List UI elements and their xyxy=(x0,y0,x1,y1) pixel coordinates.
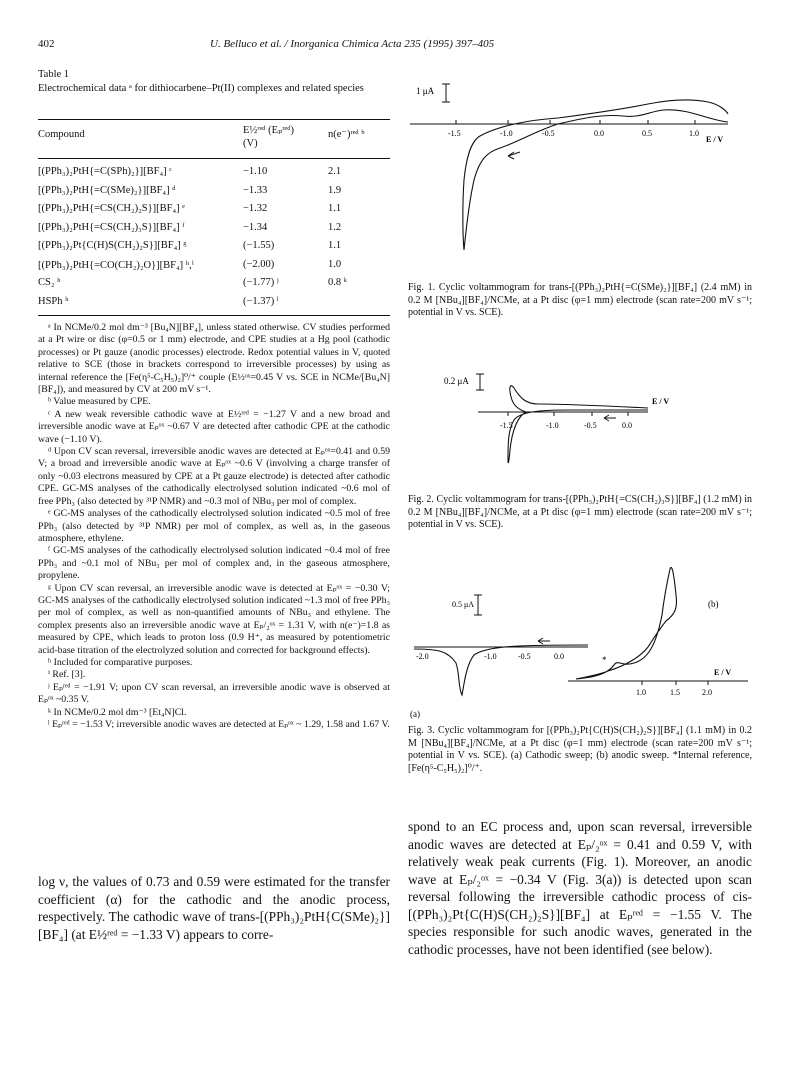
table-row xyxy=(38,296,390,314)
fig3-tick-label: -1.0 xyxy=(484,652,497,661)
fig3-tick-label: 0.0 xyxy=(554,652,564,661)
footnote: ˡ Eₚʳᵉᵈ = −1.53 V; irreversible anodic waves are detected at Eₚᵒˣ ~ 1.29, 1.58 and 1.67 V. xyxy=(48,719,390,730)
fig1-scan-arrow xyxy=(508,152,520,159)
compound-cell: [(PPh₃)₂PtH{=CS(CH₂)₃S}][BF₄] ᶠ xyxy=(38,221,185,233)
potential-cell: −1.10 xyxy=(243,166,268,177)
footnote: ᵈ Upon CV scan reversal, irreversible anodic waves are detected at Eₚᵒˣ=0.41 and 0.59 V; a broad and irreversible anodic wave at Eₚᵒˣ ~0.6 V (involving a charge transfer of only ~0.03 electrons measured by CPE at a Pt gauze electrode) is detected after cathodic CPE. GC-MS analyses of the cathodically electrolysed solution indicated ~0.6 mol of free PPh₃ (also detected by ³¹P NMR) and ~0.3 mol of NBu₃ per mol of complex. xyxy=(38,446,390,507)
table-bottom-rule xyxy=(38,315,390,316)
fig3-tick-label: 1.5 xyxy=(670,688,680,697)
potential-cell: −1.32 xyxy=(243,203,268,214)
fig1-tick-label: -1.0 xyxy=(500,129,513,138)
page-number: 402 xyxy=(38,38,55,50)
fig3-label-a: (a) xyxy=(410,709,420,719)
electron-count-cell: 1.1 xyxy=(328,240,342,251)
fig3-reference-marker: * xyxy=(602,655,607,665)
footnote: ᵉ GC-MS analyses of the cathodically electrolysed solution indicated ~0.5 mol of free PPh₃ (also detected by ³¹P NMR) per mol of complex, as well as, in the gaseous atmosphere, ethylene. xyxy=(38,508,390,544)
table-caption: Electrochemical data ᵃ for dithiocarbene–Pt(II) complexes and related species xyxy=(38,82,364,94)
figure-3-voltammogram xyxy=(408,555,752,725)
table-top-rule xyxy=(38,119,390,120)
table-caption-block xyxy=(38,68,390,95)
table-row xyxy=(38,277,390,295)
figure-1-voltammogram xyxy=(408,80,752,280)
fig1-tick-label: 0.5 xyxy=(642,129,652,138)
fig3-tick-label: -0.5 xyxy=(518,652,531,661)
potential-cell: (−2.00) xyxy=(243,258,275,270)
table-row xyxy=(38,185,390,203)
body-text-right xyxy=(408,818,752,958)
col-header-n: n(e⁻)ʳᵉᵈ ᵇ xyxy=(328,129,365,140)
table-row xyxy=(38,203,390,221)
electron-count-cell: 0.8 ᵏ xyxy=(328,277,348,288)
fig1-tick-label: -1.5 xyxy=(448,129,461,138)
fig2-axis-label: E / V xyxy=(652,397,670,406)
compound-cell: [(PPh₃)₂PtH{=C(SPh)₂}][BF₄] ᶜ xyxy=(38,166,172,177)
potential-cell: (−1.37) ˡ xyxy=(243,295,279,307)
compound-cell: HSPh ʰ xyxy=(38,295,69,307)
fig3b-curve xyxy=(576,567,677,679)
table-header-rule xyxy=(38,158,390,159)
potential-cell: (−1.77) ʲ xyxy=(243,277,279,288)
compound-cell: [(PPh₃)₂PtH{=CS(CH₂)₂S}][BF₄] ᵉ xyxy=(38,203,185,214)
fig1-scale-label: 1 μA xyxy=(416,86,435,96)
footnote: ᵏ In NCMe/0.2 mol dm⁻³ [Et₄N]Cl. xyxy=(48,706,187,718)
table-row xyxy=(38,166,390,184)
fig3-scale-label: 0.5 μA xyxy=(452,600,475,609)
running-title: U. Belluco et al. / Inorganica Chimica Acta 235 (1995) 397–405 xyxy=(210,38,495,50)
body-text-left xyxy=(38,873,390,943)
fig3-tick-label: -2.0 xyxy=(416,652,429,661)
figure-1-caption: Fig. 1. Cyclic voltammogram for trans-[(PPh₃)₂PtH{=C(SMe)₂}][BF₄] (2.4 mM) in 0.2 M [NBu₄][BF₄]/NCMe, at a Pt disc (φ=1 mm) electrode (scan rate=200 mV s⁻¹; potential in V vs. SCE). xyxy=(408,282,752,318)
fig2-tick-label: 0.0 xyxy=(622,421,632,430)
footnote: ᵃ In NCMe/0.2 mol dm⁻³ [Bu₄N][BF₄], unless stated otherwise. CV studies performed at a Pt wire or disc (φ=0.5 or 1 mm) electrode, and CPE studies at a Hg pool (cathodic processes) or Pt gauze (anodic processes) electrode. Redox potential values in V, quoted relative to SCE (those in brackets correspond to irreversible processes) by using as internal reference the [Fe(η⁵-C₅H₅)₂]⁰/⁺ couple (E½ᵒˣ=0.45 V vs. SCE in NCMe/[Bu₄N][BF₄]), and measured by CV at 200 mV s⁻¹. xyxy=(38,322,390,396)
electron-count-cell: 1.1 xyxy=(328,203,342,214)
table-row xyxy=(38,240,390,258)
fig3-tick-label: 1.0 xyxy=(636,688,646,697)
fig3-label-b: (b) xyxy=(708,599,719,609)
electron-count-cell: 1.9 xyxy=(328,184,342,196)
potential-cell: −1.34 xyxy=(243,221,268,233)
footnote: ᶠ GC-MS analyses of the cathodically electrolysed solution indicated ~0.4 mol of free PPh₃ and ~0.1 mol of NBu₃ per mol of complex and, in the gaseous atmosphere, propylene. xyxy=(38,545,390,582)
electron-count-cell: 1.2 xyxy=(328,221,342,233)
fig3-axis-label: E / V xyxy=(714,668,732,677)
fig2-scan-arrow xyxy=(604,415,616,421)
col-header-e-symbol: E½ʳᵉᵈ (Eₚʳᵉᵈ) xyxy=(243,125,294,136)
footnote: ᶜ A new weak reversible cathodic wave at E½ʳᵉᵈ = −1.27 V and a new broad and irreversible anodic wave at Eₚᵒˣ ~0.67 V are detected after cathodic CPE at the cathodic wave (−1.10 V). xyxy=(38,408,390,445)
fig1-tick-label: 1.0 xyxy=(689,129,699,138)
paragraph: spond to an EC process and, upon scan reversal, irreversible anodic waves are detected at Eₚ/₂ᵒˣ = 0.41 and 0.59 V, with relatively weak peak currents (Fig. 1). Moreover, an anodic wave at Eₚ/₂ᵒˣ = −0.34 V (Fig. 3(a)) is detected upon scan reversal following the irreversible cathodic process of cis-[(PPh₃)₂Pt{C(H)S(CH₂)₂S}][BF₄] at Eₚʳᵉᵈ = −1.55 V. The species responsible for such anodic waves, generated in the cathodic processes, have not been identified (see below). xyxy=(408,819,752,957)
fig1-axis-label: E / V xyxy=(706,135,724,144)
table-label: Table 1 xyxy=(38,69,70,80)
footnote: ʲ Eₚʳᵉᵈ = −1.91 V; upon CV scan reversal, an irreversible anodic wave is observed at Eₚᵒˣ ~0.35 V. xyxy=(38,681,390,706)
footnote: ⁱ Ref. [3]. xyxy=(48,669,86,681)
table-footnotes xyxy=(38,322,390,731)
fig1-tick-label: -0.5 xyxy=(542,129,555,138)
col-header-e-unit: (V) xyxy=(243,138,258,149)
electron-count-cell: 2.1 xyxy=(328,166,342,177)
fig2-scale-label: 0.2 μA xyxy=(444,376,469,386)
footnote: ᵇ Value measured by CPE. xyxy=(48,396,151,408)
fig1-curve xyxy=(463,100,728,250)
fig2-tick-label: -1.5 xyxy=(500,421,513,430)
col-header-e xyxy=(243,124,294,150)
fig1-tick-label: 0.0 xyxy=(594,129,604,138)
fig3-tick-label: 2.0 xyxy=(702,688,712,697)
footnote: ᵍ Upon CV scan reversal, an irreversible anodic wave is detected at Eₚᵒˣ = −0.30 V; GC-MS analyses of the cathodically electrolysed solution indicated ~1.3 mol of free PPh₃ per mol of complex, as well as non-quantified amounts of NBu₃ and ethylene. The complex presents also an irreversible anodic wave at Eₚ/₂ᵒˣ = 1.31 V, with n(e⁻)=1.8 as measured by CPE, which leads to proton loss (0.9 H⁺, as measured by potentiometric acid-base titration of the electrolyzed solution and corrected for background effects). xyxy=(38,582,390,656)
potential-cell: −1.33 xyxy=(243,184,268,196)
compound-cell: CS₂ ʰ xyxy=(38,277,61,288)
figure-2-voltammogram xyxy=(408,370,752,490)
footnote: ʰ Included for comparative purposes. xyxy=(48,656,193,668)
table-row xyxy=(38,259,390,277)
col-header-compound: Compound xyxy=(38,129,85,140)
paragraph: log ν, the values of 0.73 and 0.59 were estimated for the transfer coefficient (α) for the cathodic and the anodic process, respectively. The cathodic wave of trans-[(PPh₃)₂PtH{C(SMe)₂}][BF₄] (at E½ʳᵉᵈ = −1.33 V) appears to corre- xyxy=(38,874,390,942)
fig2-tick-label: -0.5 xyxy=(584,421,597,430)
table-row xyxy=(38,222,390,240)
figure-2-caption: Fig. 2. Cyclic voltammogram for trans-[(PPh₃)₂PtH{=CS(CH₂)₃S}][BF₄] (1.2 mM) in 0.2 M [NBu₄][BF₄]/NCMe, at a Pt disc (φ=1 mm) electrode (scan rate=200 mV s⁻¹; potential in V vs. SCE). xyxy=(408,494,752,530)
fig3b-ticks xyxy=(642,681,708,685)
compound-cell: [(PPh₃)₂Pt{C(H)S(CH₂)₂S}][BF₄] ᵍ xyxy=(38,240,187,251)
potential-cell: (−1.55) xyxy=(243,240,275,251)
fig3a-scan-arrow xyxy=(538,638,550,644)
figure-3-caption: Fig. 3. Cyclic voltammogram for [(PPh₃)₂Pt{C(H)S(CH₂)₂S}][BF₄] (1.1 mM) in 0.2 M [NBu₄][BF₄]/NCMe, at a Pt disc (φ=1 mm) electrode (scan rate=200 mV s⁻¹; potential in V vs. SCE). (a) Cathodic sweep; (b) anodic sweep. *Internal reference, [Fe(η⁵-C₅H₅)₂]⁰/⁺. xyxy=(408,725,752,774)
compound-cell: [(PPh₃)₂PtH{=C(SMe)₂}][BF₄] ᵈ xyxy=(38,184,176,196)
compound-cell: [(PPh₃)₂PtH{=CO(CH₂)₂O}][BF₄] ʰ,ⁱ xyxy=(38,259,194,271)
electron-count-cell: 1.0 xyxy=(328,258,342,270)
fig2-tick-label: -1.0 xyxy=(546,421,559,430)
